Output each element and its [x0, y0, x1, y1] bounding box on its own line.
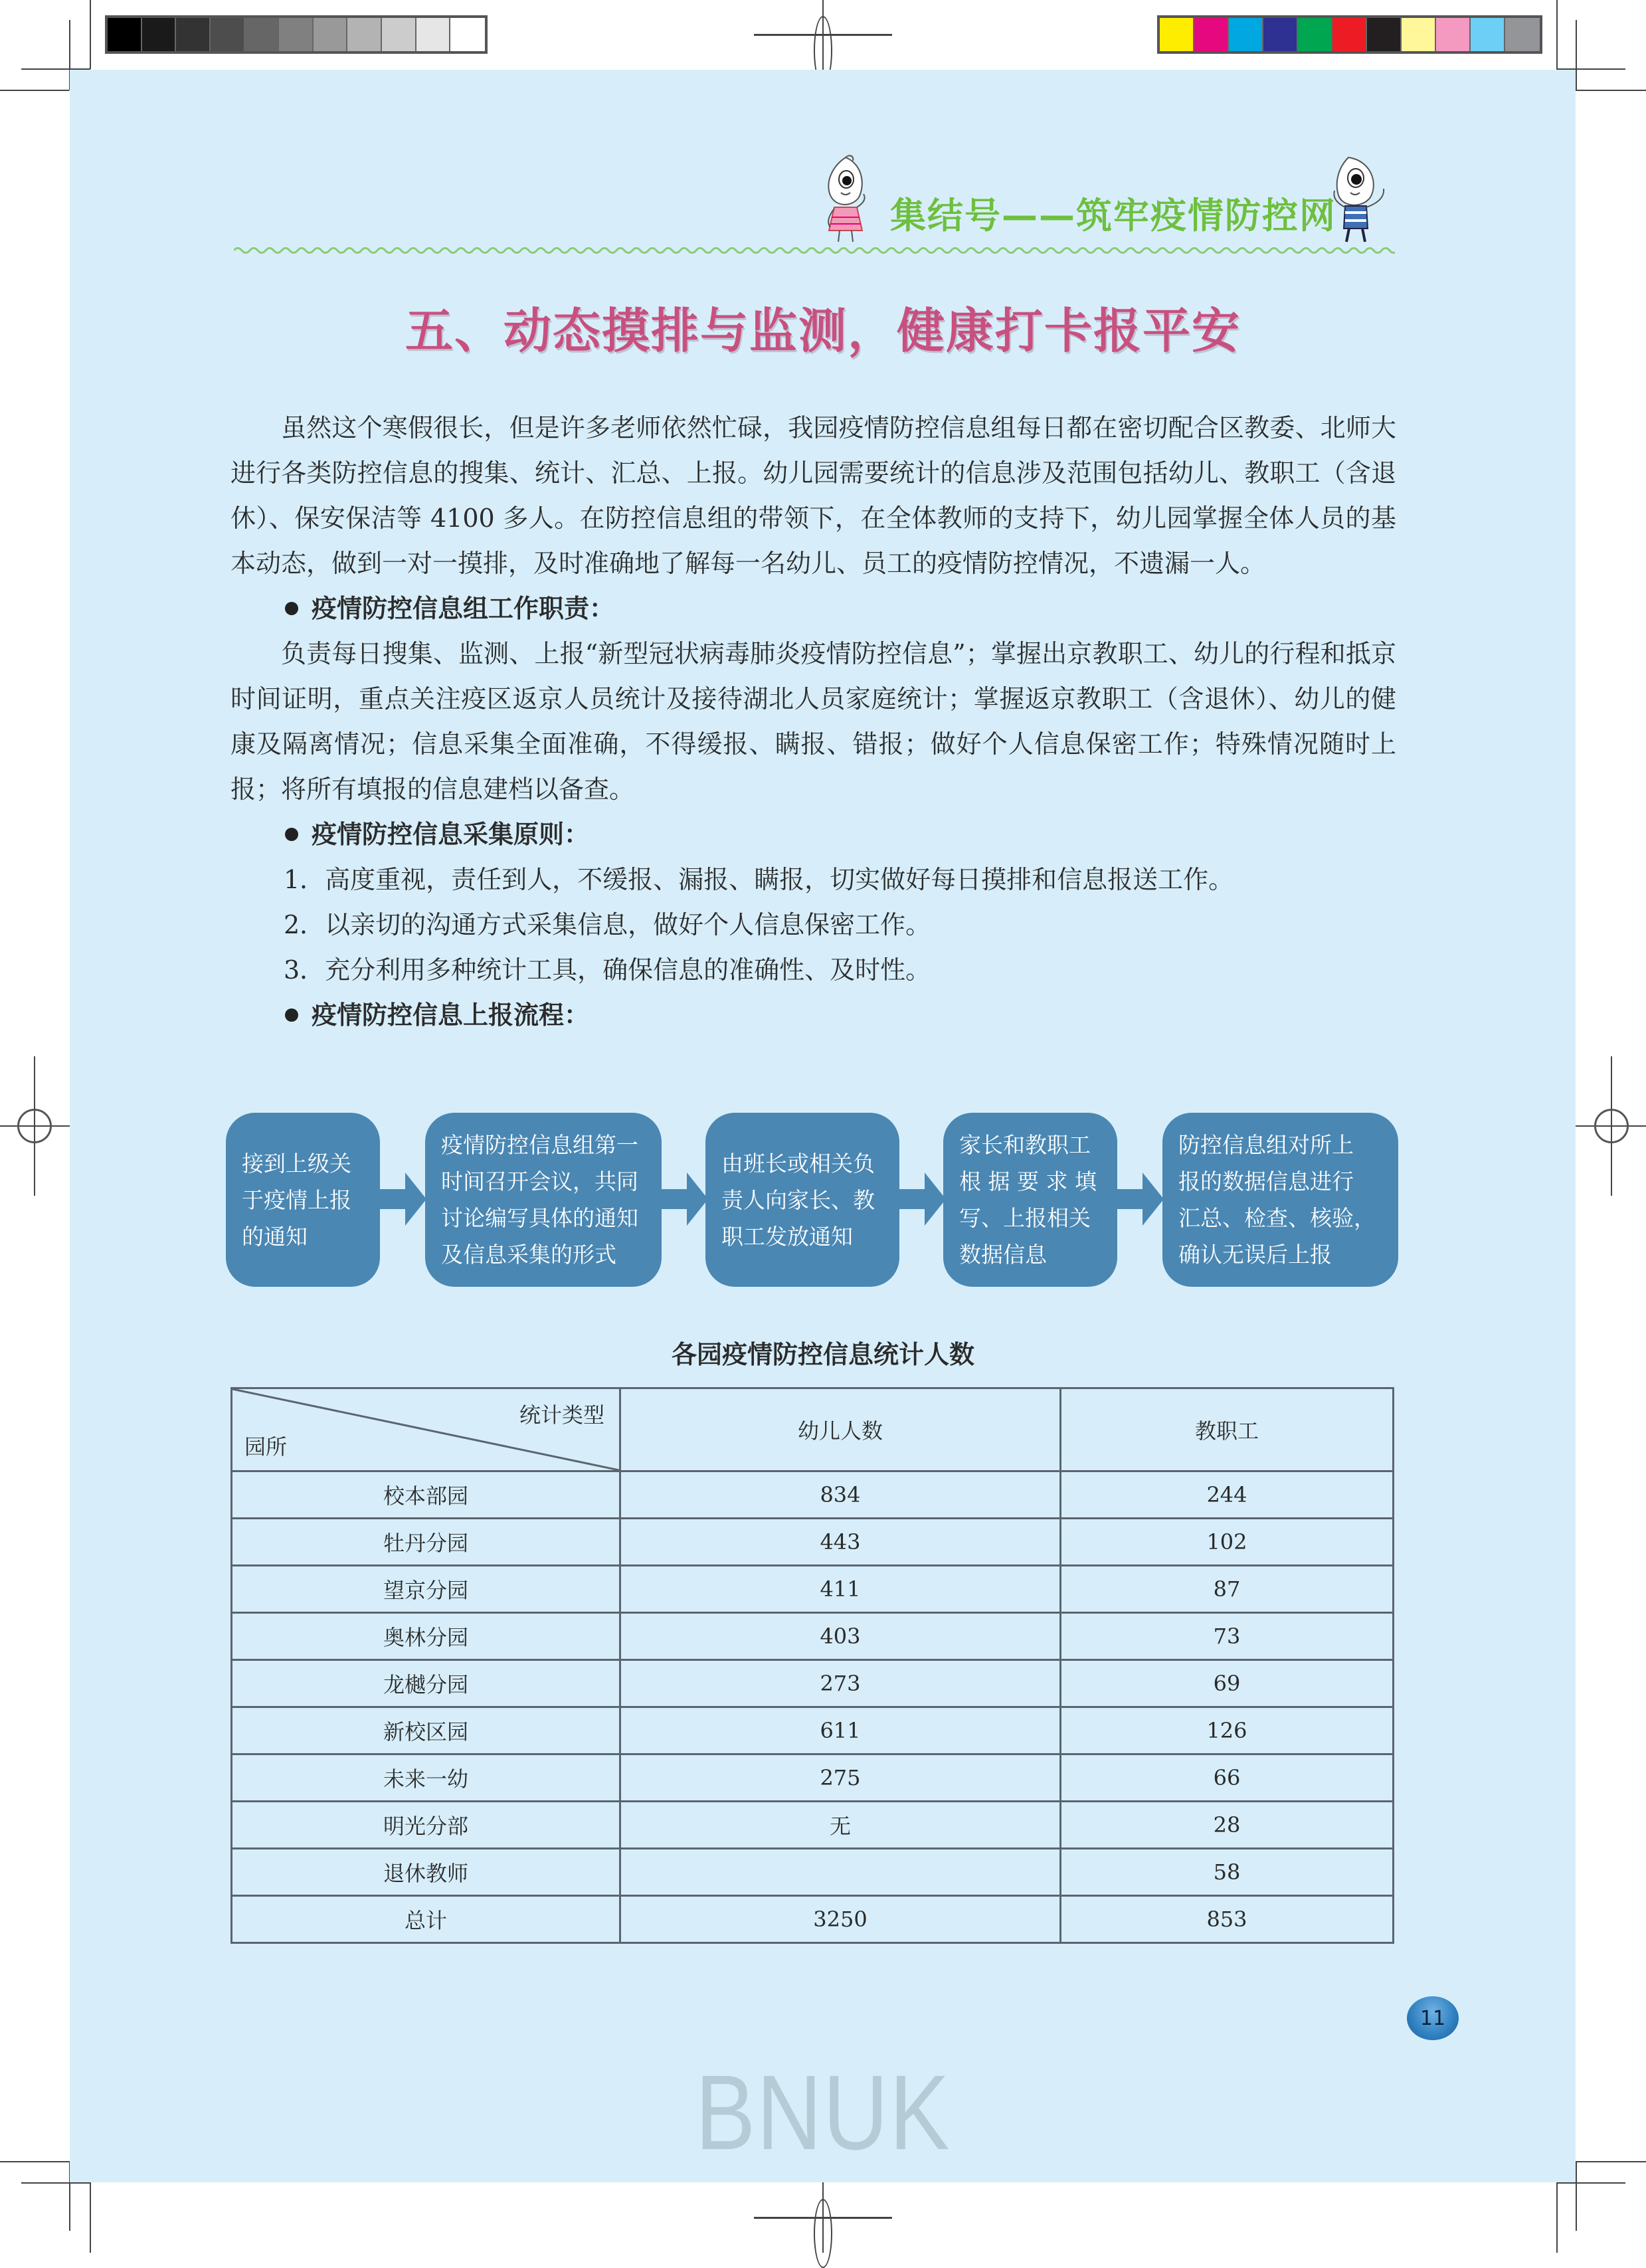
color-swatch	[450, 18, 485, 51]
crop-mark	[1576, 90, 1646, 91]
color-swatch	[1298, 18, 1332, 51]
statistics-table	[230, 1387, 1394, 1944]
flow-step-3: 由班长或相关负 责人向家长、教 职工发放通知	[705, 1113, 899, 1287]
staff-count-cell: 58	[1060, 1849, 1393, 1896]
crop-mark	[90, 2182, 91, 2253]
corner-label-kindergarten: 园所	[244, 1434, 288, 1460]
flow-step-5: 防控信息组对所上 报的数据信息进行 汇总、检查、核验， 确认无误后上报	[1162, 1113, 1398, 1287]
color-swatch	[245, 18, 280, 51]
table-row	[232, 1519, 1394, 1566]
girl-mascot-icon	[816, 154, 875, 244]
table-header-row	[232, 1388, 1394, 1471]
kindergarten-name-cell: 总计	[232, 1896, 620, 1943]
staff-count-cell: 126	[1060, 1707, 1393, 1754]
color-swatch	[142, 18, 177, 51]
color-swatch	[1332, 18, 1367, 51]
kindergarten-name-cell: 新校区园	[232, 1707, 620, 1754]
staff-count-cell: 73	[1060, 1613, 1393, 1660]
table-row	[232, 1613, 1394, 1660]
children-count-cell: 411	[620, 1566, 1061, 1613]
children-count-cell: 834	[620, 1471, 1061, 1519]
bullet-icon	[285, 828, 298, 841]
page-title: 五、动态摸排与监测，健康打卡报平安	[405, 302, 1241, 359]
children-count-cell: 275	[620, 1754, 1061, 1802]
flow-step-4: 家长和教职工 根 据 要 求 填 写、上报相关 数据信息	[943, 1113, 1117, 1287]
corner-label-type: 统计类型	[519, 1402, 604, 1428]
children-count-cell: 无	[620, 1802, 1061, 1849]
color-swatch	[1471, 18, 1505, 51]
page-number-badge: 11	[1407, 1996, 1459, 2040]
kindergarten-name-cell: 龙樾分园	[232, 1660, 620, 1707]
arrow-right-icon	[662, 1169, 708, 1229]
children-count-cell: 443	[620, 1519, 1061, 1566]
staff-count-cell: 244	[1060, 1471, 1393, 1519]
crop-mark	[1576, 2161, 1577, 2231]
color-swatch	[416, 18, 451, 51]
color-swatch	[382, 18, 416, 51]
crop-mark	[0, 90, 69, 91]
reporting-flow-diagram	[226, 1113, 1398, 1289]
table-row	[232, 1660, 1394, 1707]
principle-item-2: 2．以亲切的沟通方式采集信息，做好个人信息保密工作。	[284, 910, 931, 939]
principle-item-3: 3．充分利用多种统计工具，确保信息的准确性、及时性。	[284, 955, 931, 985]
cmyk-color-bar	[1157, 15, 1542, 54]
color-swatch	[1263, 18, 1298, 51]
color-swatch	[1367, 18, 1402, 51]
children-count-cell: 3250	[620, 1896, 1061, 1943]
kindergarten-name-cell: 牡丹分园	[232, 1519, 620, 1566]
table-row	[232, 1754, 1394, 1802]
children-count-cell: 611	[620, 1707, 1061, 1754]
bullet-icon	[285, 602, 298, 615]
section-heading-principles: 疫情防控信息采集原则：	[230, 812, 1396, 857]
color-swatch	[279, 18, 314, 51]
color-swatch	[108, 18, 142, 51]
crop-mark	[0, 2161, 69, 2162]
arrow-right-icon	[1117, 1169, 1164, 1229]
color-swatch	[1229, 18, 1263, 51]
color-swatch	[314, 18, 348, 51]
section-heading-process: 疫情防控信息上报流程：	[230, 992, 1396, 1038]
arrow-right-icon	[380, 1169, 426, 1229]
kindergarten-name-cell: 校本部园	[232, 1471, 620, 1519]
crop-mark	[1556, 2182, 1558, 2253]
arrow-right-icon	[899, 1169, 946, 1229]
staff-count-cell: 28	[1060, 1802, 1393, 1849]
table-row	[232, 1471, 1394, 1519]
table-row	[232, 1896, 1394, 1943]
staff-count-cell: 87	[1060, 1566, 1393, 1613]
children-count-cell	[620, 1849, 1061, 1896]
color-swatch	[347, 18, 382, 51]
column-header-children: 幼儿人数	[620, 1388, 1061, 1471]
kindergarten-name-cell: 奥林分园	[232, 1613, 620, 1660]
crop-mark	[1556, 2182, 1625, 2184]
diagonal-header-cell	[232, 1388, 620, 1471]
staff-count-cell: 102	[1060, 1519, 1393, 1566]
color-swatch	[1402, 18, 1436, 51]
flow-step-1: 接到上级关 于疫情上报 的通知	[226, 1113, 380, 1287]
duties-paragraph: 负责每日搜集、监测、上报“新型冠状病毒肺炎疫情防控信息”；掌握出京教职工、幼儿的行程和抵京时间证明，重点关注疫区返京人员统计及接待湖北人员家庭统计；掌握返京教职工（含退休）、幼儿的健康及隔离情况；信息采集全面准确，不得缓报、瞒报、错报；做好个人信息保密工作；特殊情况随时上报；将所有填报的信息建档以备查。	[230, 639, 1396, 804]
kindergarten-name-cell: 未来一幼	[232, 1754, 620, 1802]
table-caption: 各园疫情防控信息统计人数	[671, 1339, 974, 1369]
table-row	[232, 1802, 1394, 1849]
crop-mark	[1556, 0, 1558, 69]
boy-mascot-icon	[1319, 154, 1398, 244]
color-swatch	[1436, 18, 1471, 51]
children-count-cell: 403	[620, 1613, 1061, 1660]
color-swatch	[1194, 18, 1229, 51]
children-count-cell: 273	[620, 1660, 1061, 1707]
crop-mark	[90, 0, 91, 69]
kindergarten-name-cell: 望京分园	[232, 1566, 620, 1613]
table-row	[232, 1566, 1394, 1613]
color-swatch	[1160, 18, 1194, 51]
wavy-divider	[234, 244, 1395, 256]
watermark-logo: BNUK	[695, 2053, 951, 2172]
color-swatch	[211, 18, 245, 51]
crop-mark	[1576, 20, 1577, 90]
color-swatch	[176, 18, 211, 51]
kindergarten-name-cell: 退休教师	[232, 1849, 620, 1896]
table-row	[232, 1707, 1394, 1754]
section-heading-duties: 疫情防控信息组工作职责：	[230, 586, 1396, 631]
staff-count-cell: 66	[1060, 1754, 1393, 1802]
grayscale-color-bar	[105, 15, 488, 54]
article-body	[230, 405, 1396, 1038]
principle-item-1: 1．高度重视，责任到人，不缓报、漏报、瞒报，切实做好每日摸排和信息报送工作。	[284, 865, 1234, 894]
color-swatch	[1505, 18, 1540, 51]
staff-count-cell: 853	[1060, 1896, 1393, 1943]
crop-mark	[21, 2182, 90, 2184]
staff-count-cell: 69	[1060, 1660, 1393, 1707]
bullet-icon	[285, 1008, 298, 1022]
table-row	[232, 1849, 1394, 1896]
crop-mark	[1576, 2161, 1646, 2162]
banner-title: 集结号——筑牢疫情防控网	[890, 195, 1336, 236]
intro-paragraph: 虽然这个寒假很长，但是许多老师依然忙碌，我园疫情防控信息组每日都在密切配合区教委、北师大进行各类防控信息的搜集、统计、汇总、上报。幼儿园需要统计的信息涉及范围包括幼儿、教职工（含退休）、保安保洁等 4100 多人。在防控信息组的带领下，在全体教师的支持下，幼儿园掌握全体人员的基本动态，做到一对一摸排，及时准确地了解每一名幼儿、员工的疫情防控情况，不遗漏一人。	[230, 413, 1396, 578]
kindergarten-name-cell: 明光分部	[232, 1802, 620, 1849]
column-header-staff: 教职工	[1060, 1388, 1393, 1471]
flow-step-2: 疫情防控信息组第一 时间召开会议，共同 讨论编写具体的通知 及信息采集的形式	[425, 1113, 662, 1287]
